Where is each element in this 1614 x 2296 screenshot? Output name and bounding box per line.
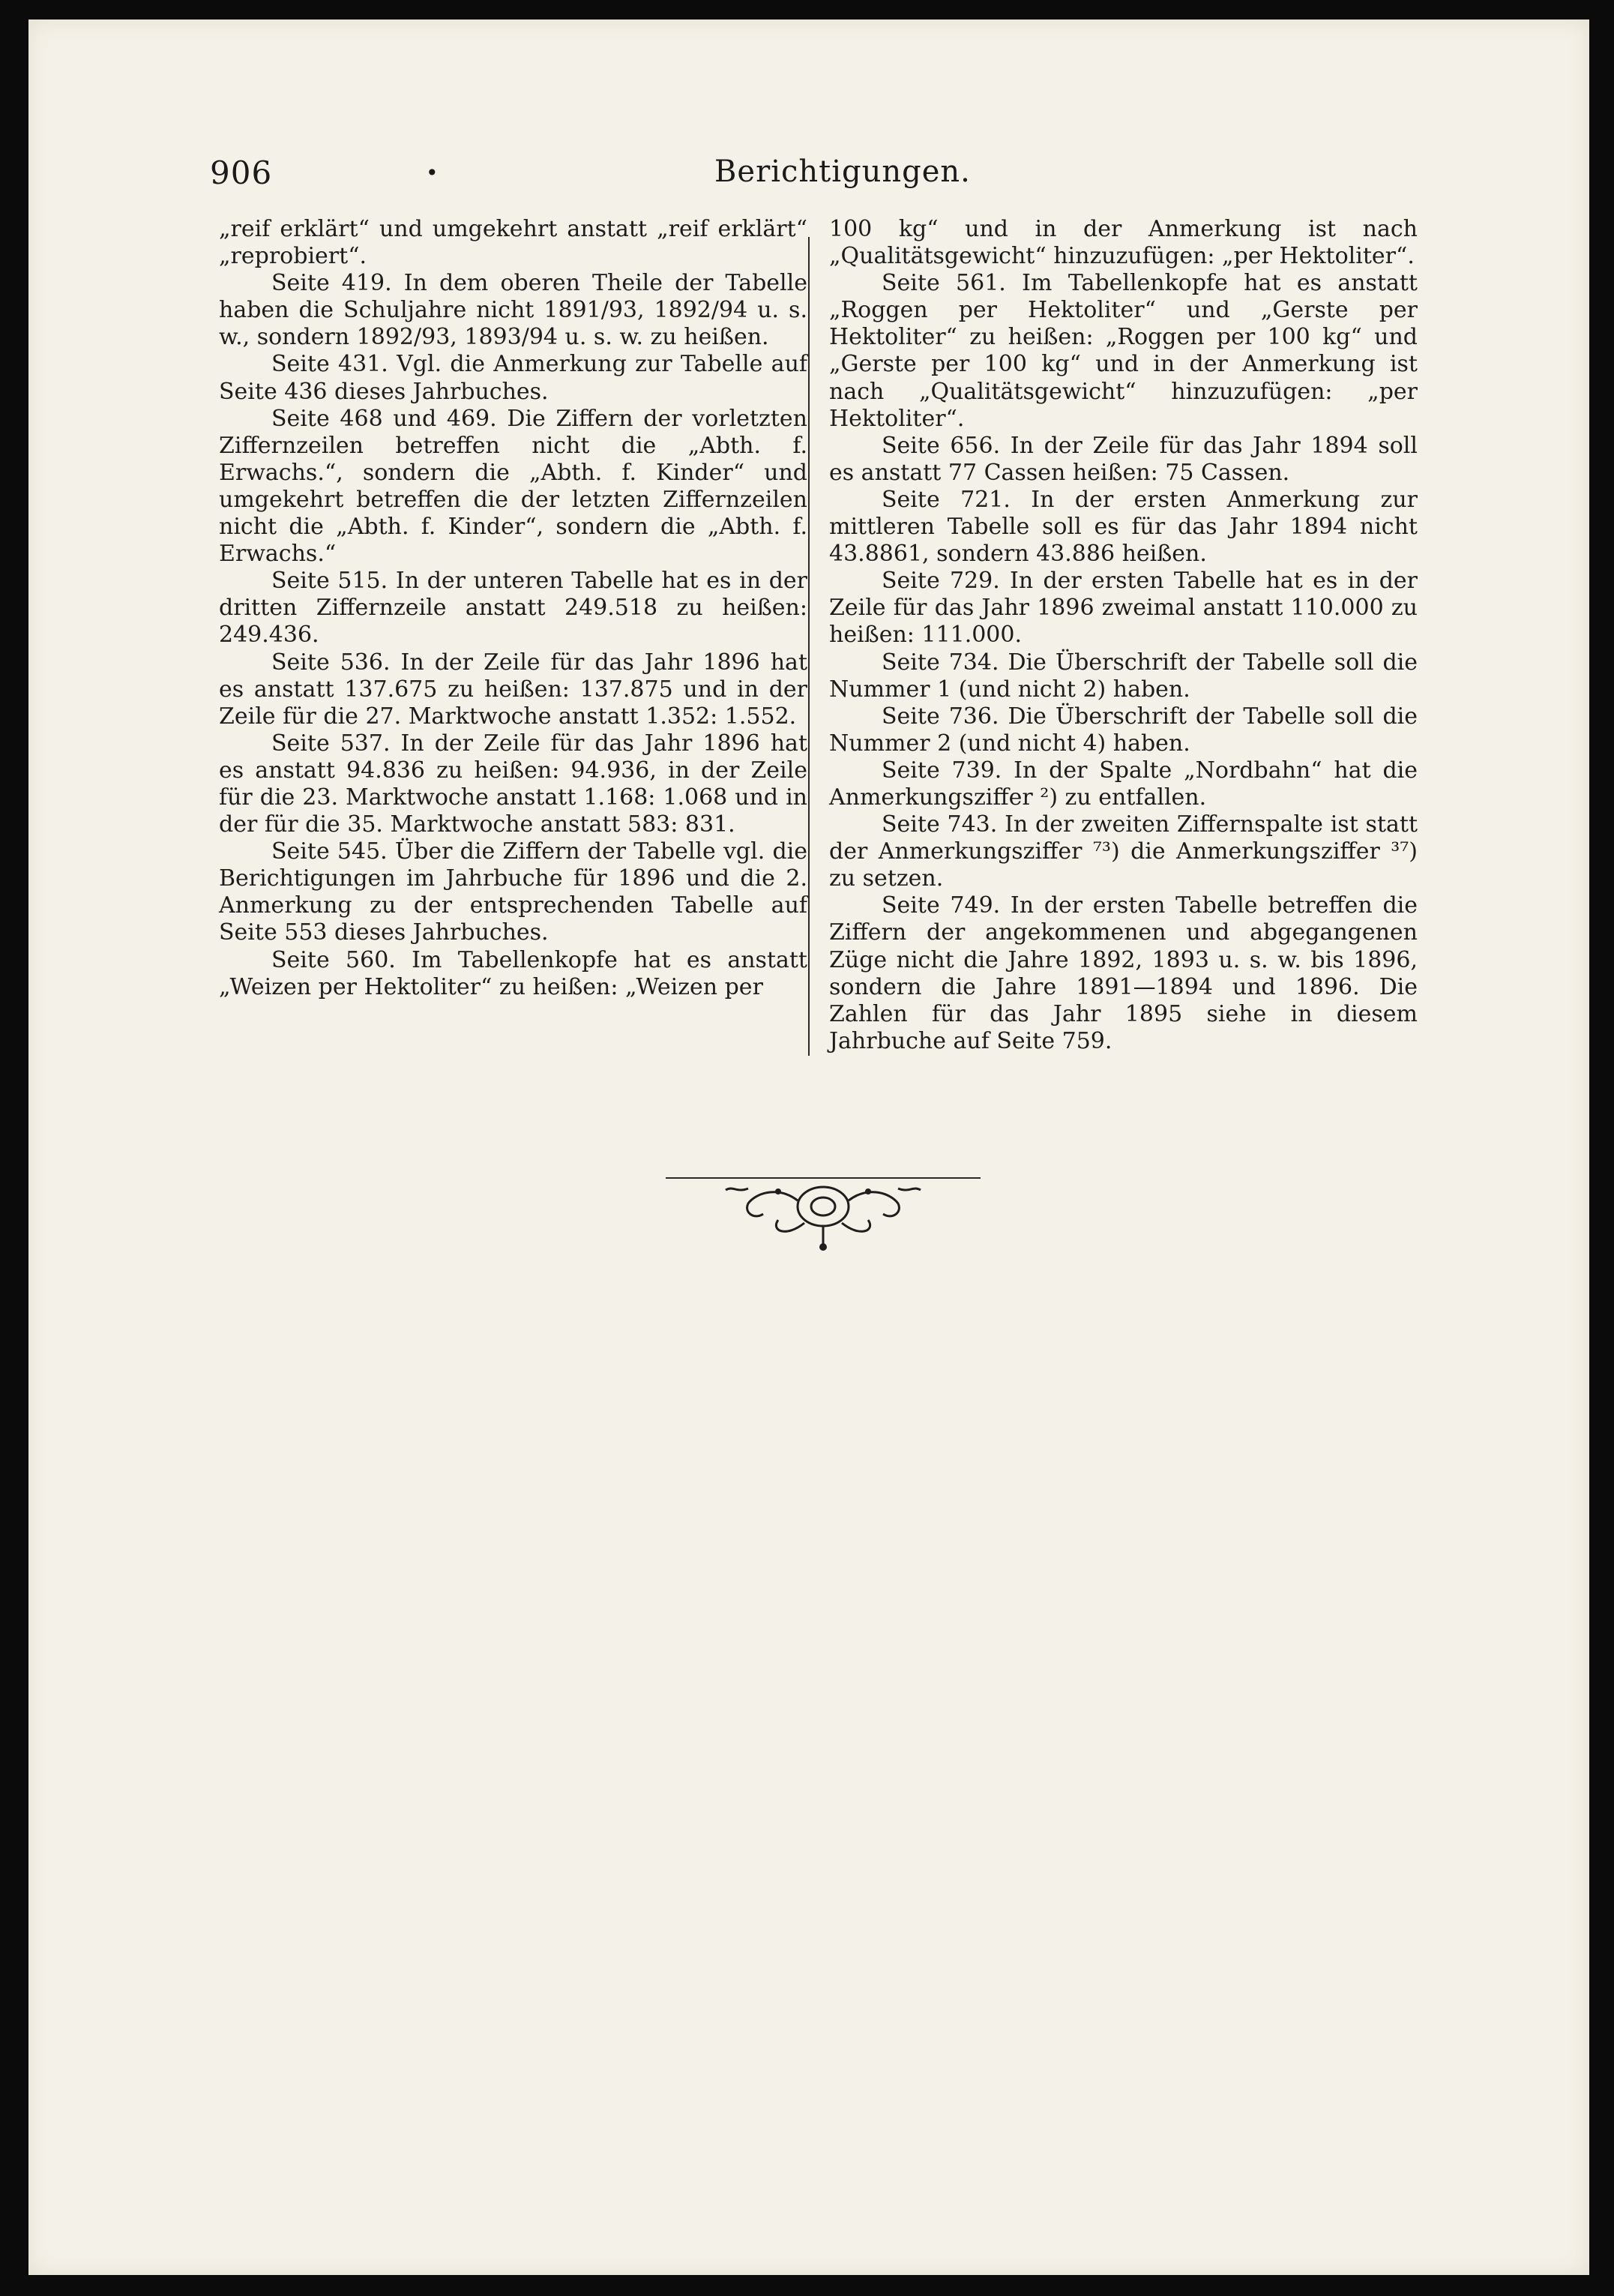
correction-entry: Seite 729. In der ersten Tabelle hat es in der Zeile für das Jahr 1896 zweimal anstatt 110.000 zu heißen: 111.000.	[829, 568, 1418, 649]
correction-entry: Seite 560. Im Tabellenkopfe hat es anstatt „Weizen per Hektoliter“ zu heißen: „Weizen per	[219, 946, 807, 1000]
correction-entry: Seite 431. Vgl. die Anmerkung zur Tabelle auf Seite 436 dieses Jahrbuches.	[219, 351, 807, 405]
correction-entry: Seite 545. Über die Ziffern der Tabelle vgl. die Berichtigungen im Jahrbuche für 1896 und die 2. Anmerkung zu der entsprechenden Tabelle auf Seite 553 dieses Jahrbuches.	[219, 838, 807, 946]
correction-entry: 100 kg“ und in der Anmerkung ist nach „Qualitätsgewicht“ hinzuzufügen: „per Hektoliter“.	[829, 216, 1418, 270]
column-divider	[808, 237, 810, 1056]
correction-entry: Seite 537. In der Zeile für das Jahr 1896 hat es anstatt 94.836 zu heißen: 94.936, in der Zeile für die 23. Marktwoche anstatt 1.168: 1.068 und in der für die 35. Marktwoche anstatt 583: 831.	[219, 730, 807, 838]
correction-entry: Seite 561. Im Tabellenkopfe hat es anstatt „Roggen per Hektoliter“ und „Gerste per Hektoliter“ zu heißen: „Roggen per 100 kg“ und „Gerste per 100 kg“ und in der Anmerkung ist nach „Qualitätsgewicht“ hinzuzufügen: „per Hektoliter“.	[829, 270, 1418, 432]
left-column	[219, 216, 807, 1001]
correction-entry: Seite 739. In der Spalte „Nordbahn“ hat die Anmerkungsziffer ²) zu entfallen.	[829, 757, 1418, 811]
correction-entry: Seite 743. In der zweiten Ziffernspalte ist statt der Anmerkungsziffer ⁷³) die Anmerkungsziffer ³⁷) zu setzen.	[829, 811, 1418, 892]
page-number: 906	[210, 154, 273, 191]
ornament-icon	[666, 1170, 981, 1253]
correction-entry: Seite 536. In der Zeile für das Jahr 1896 hat es anstatt 137.675 zu heißen: 137.875 und in der Zeile für die 27. Marktwoche anstatt 1.352: 1.552.	[219, 649, 807, 730]
correction-entry: Seite 515. In der unteren Tabelle hat es in der dritten Ziffernzeile anstatt 249.518 zu heißen: 249.436.	[219, 568, 807, 649]
correction-entry: Seite 749. In der ersten Tabelle betreffen die Ziffern der angekommenen und abgegangenen Züge nicht die Jahre 1892, 1893 u. s. w. bis 1896, sondern die Jahre 1891—1894 und 1896. Die Zahlen für das Jahr 1895 siehe in diesem Jahrbuche auf Seite 759.	[829, 892, 1418, 1054]
correction-entry: Seite 656. In der Zeile für das Jahr 1894 soll es anstatt 77 Cassen heißen: 75 Cassen.	[829, 432, 1418, 486]
correction-entry: Seite 734. Die Überschrift der Tabelle soll die Nummer 1 (und nicht 2) haben.	[829, 649, 1418, 703]
correction-entry: Seite 419. In dem oberen Theile der Tabelle haben die Schuljahre nicht 1891/93, 1892/94 u. s. w., sondern 1892/93, 1893/94 u. s. w. zu heißen.	[219, 270, 807, 351]
correction-entry: „reif erklärt“ und umgekehrt anstatt „reif erklärt“ „reprobiert“.	[219, 216, 807, 270]
page-header	[28, 154, 1589, 199]
page-sheet	[28, 19, 1589, 2275]
running-title: Berichtigungen.	[714, 154, 971, 189]
correction-entry: Seite 736. Die Überschrift der Tabelle soll die Nummer 2 (und nicht 4) haben.	[829, 703, 1418, 757]
header-dot: •	[426, 160, 439, 185]
right-column	[829, 216, 1418, 1055]
correction-entry: Seite 468 und 469. Die Ziffern der vorletzten Ziffernzeilen betreffen nicht die „Abth. f. Erwachs.“, sondern die „Abth. f. Kinder“ und umgekehrt betreffen die der letzten Ziffernzeilen nicht die „Abth. f. Kinder“, sondern die „Abth. f. Erwachs.“	[219, 405, 807, 568]
correction-entry: Seite 721. In der ersten Anmerkung zur mittleren Tabelle soll es für das Jahr 1894 nicht 43.8861, sondern 43.886 heißen.	[829, 486, 1418, 568]
